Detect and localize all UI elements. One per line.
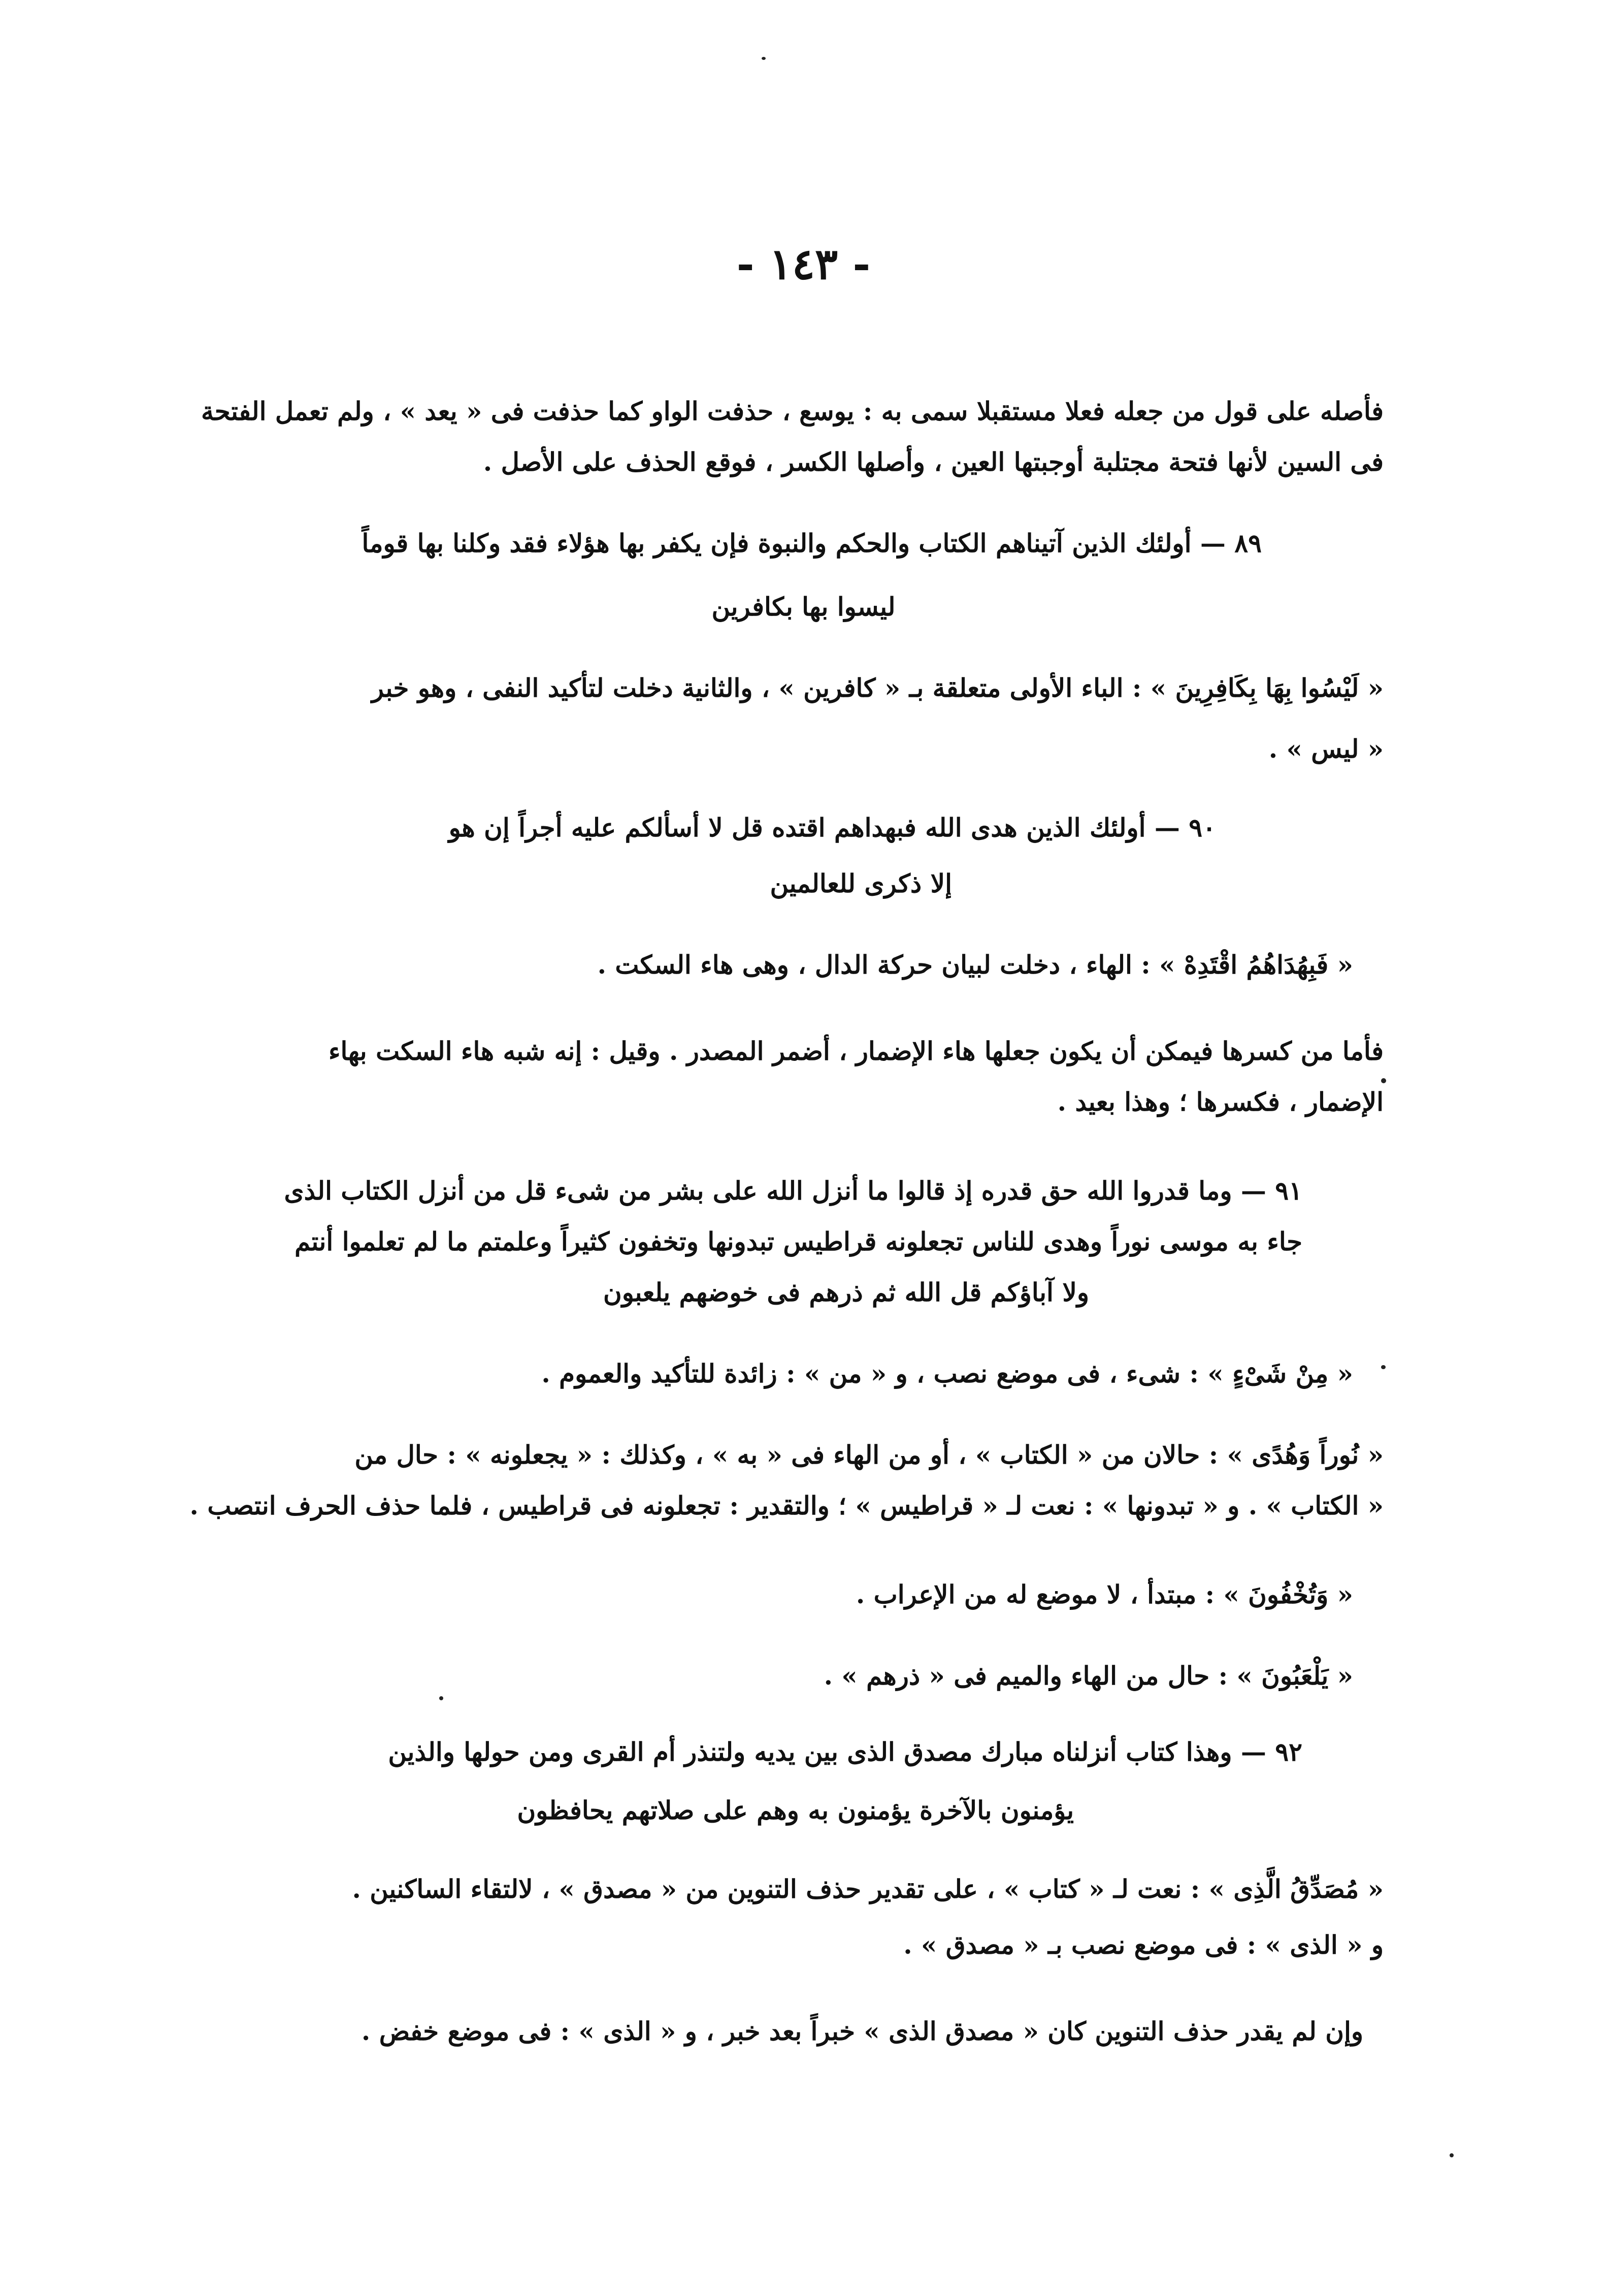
scan-speck xyxy=(1381,1078,1386,1083)
scan-speck xyxy=(439,1696,443,1700)
verse-92-line: ٩٢ — وهذا كتاب أنزلناه مبارك مصدق الذى بين يديه ولتنذر أم القرى ومن حولها والذين xyxy=(388,1737,1302,1767)
verse-91-line: ولا آباؤكم قل الله ثم ذرهم فى خوضهم يلعبون xyxy=(603,1277,1089,1307)
page-number: - ١٤٣ - xyxy=(736,239,871,289)
commentary-line: « مُصَدِّقُ الَّذِى » : نعت لـ « كتاب » ، على تقدير حذف التنوين من « مصدق » ، لالتقاء الساكنين . xyxy=(352,1874,1384,1904)
verse-91-line: ٩١ — وما قدروا الله حق قدره إذ قالوا ما أنزل الله على بشر من شىء قل من أنزل الكتاب الذى xyxy=(284,1176,1302,1206)
commentary-line: « يَلْعَبُونَ » : حال من الهاء والميم فى « ذرهم » . xyxy=(824,1661,1353,1691)
verse-92-line: يؤمنون بالآخرة يؤمنون به وهم على صلاتهم يحافظون xyxy=(517,1795,1074,1825)
commentary-line: « نُوراً وَهُدًى » : حالان من « الكتاب » ، أو من الهاء فى « به » ، وكذلك : « يجعلونه » : حال من xyxy=(354,1440,1384,1470)
commentary-line: « ليس » . xyxy=(1268,734,1384,764)
scan-speck xyxy=(1450,2153,1454,2157)
scan-speck xyxy=(1381,1365,1386,1369)
commentary-line: الإضمار ، فكسرها ؛ وهذا بعيد . xyxy=(1057,1087,1384,1117)
commentary-line: فأما من كسرها فيمكن أن يكون جعلها هاء الإضمار ، أضمر المصدر . وقيل : إنه شبه هاء السكت بهاء xyxy=(328,1036,1384,1066)
commentary-line: فأصله على قول من جعله فعلا مستقبلا سمى به : يوسع ، حذفت الواو كما حذفت فى « يعد » ، ولم تعمل الفتحة xyxy=(201,396,1384,426)
commentary-line: « مِنْ شَىْءٍ » : شىء ، فى موضع نصب ، و « من » : زائدة للتأكيد والعموم . xyxy=(541,1359,1353,1388)
verse-89-line: ليسوا بها بكافرين xyxy=(711,592,896,622)
verse-90-line: إلا ذكرى للعالمين xyxy=(770,868,952,898)
verse-89-line: ٨٩ — أولئك الذين آتيناهم الكتاب والحكم والنبوة فإن يكفر بها هؤلاء فقد وكلنا بها قوماً xyxy=(362,528,1262,558)
commentary-line: و « الذى » : فى موضع نصب بـ « مصدق » . xyxy=(903,1930,1384,1960)
commentary-line: « لَيْسُوا بِهَا بِكَافِرِينَ » : الباء الأولى متعلقة بـ « كافرين » ، والثانية دخلت لتأكيد النفى ، وهو خبر xyxy=(371,673,1384,703)
verse-90-line: ٩٠ — أولئك الذين هدى الله فبهداهم اقتده قل لا أسألكم عليه أجراً إن هو xyxy=(448,813,1216,843)
scan-speck xyxy=(762,57,766,60)
commentary-line: « فَبِهُدَاهُمُ اقْتَدِهْ » : الهاء ، دخلت لبيان حركة الدال ، وهى هاء السكت . xyxy=(597,950,1353,980)
commentary-line: « وَتُخْفُونَ » : مبتدأ ، لا موضع له من الإعراب . xyxy=(856,1579,1353,1609)
commentary-line: وإن لم يقدر حذف التنوين كان « مصدق الذى » خبراً بعد خبر ، و « الذى » : فى موضع خفض . xyxy=(361,2016,1363,2046)
commentary-line: فى السين لأنها فتحة مجتلبة أوجبتها العين ، وأصلها الكسر ، فوقع الحذف على الأصل . xyxy=(483,447,1384,477)
commentary-line: « الكتاب » . و « تبدونها » : نعت لـ « قراطيس » ؛ والتقدير : تجعلونه فى قراطيس ، فلما حذف الحرف انتصب . xyxy=(189,1491,1384,1521)
verse-91-line: جاء به موسى نوراً وهدى للناس تجعلونه قراطيس تبدونها وتخفون كثيراً وعلمتم ما لم تعلموا أنتم xyxy=(294,1226,1302,1256)
